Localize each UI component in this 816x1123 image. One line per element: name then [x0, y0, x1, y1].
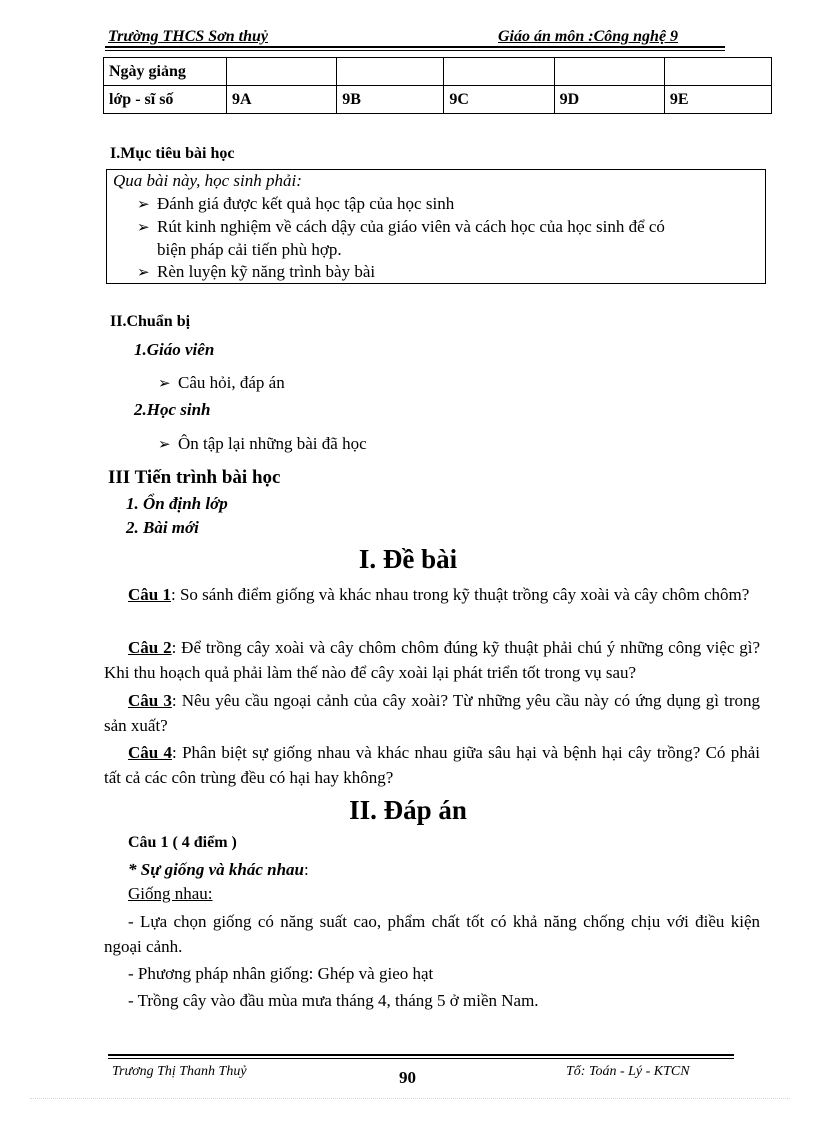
class-cell: 9D [554, 86, 664, 114]
list-item [137, 262, 375, 282]
question-3 [104, 688, 760, 738]
question-label: Câu 4 [128, 743, 173, 762]
date-cell [554, 58, 664, 86]
section2-title: II.Chuẩn bị [110, 313, 191, 330]
question-text: : Phân biệt sự giống nhau và khác nhau giữa sâu hại và bệnh hại cây trồng? Có phải tất cả các côn trùng đều có hại hay không? [104, 743, 760, 787]
answer-title: II. Đáp án [349, 795, 467, 825]
page-number: 90 [399, 1068, 416, 1087]
header-rule [105, 46, 725, 51]
table-row [104, 58, 772, 86]
question-text: : Để trồng cây xoài và cây chôm chôm đúng kỹ thuật phải chú ý những công việc gì? Khi thu hoạch quả phải làm thế nào để cây xoài lại phát triển tốt trong vụ sau? [104, 638, 760, 682]
similarities-label: Giống nhau: [128, 884, 213, 903]
class-cell: 9B [337, 86, 444, 114]
date-cell [444, 58, 554, 86]
exam-title: I. Đề bài [358, 544, 458, 574]
header-right: Giáo án môn :Công nghệ 9 [498, 28, 679, 45]
answer-1-sub-text: * Sự giống và khác nhau [128, 860, 304, 879]
list-item-text: Ôn tập lại những bài đã học [178, 434, 367, 453]
answer-item: - Lựa chọn giống có năng suất cao, phẩm chất tốt có khả năng chống chịu với điều kiện ngoại cảnh. [104, 912, 760, 956]
section3-sub2: 2. Bài mới [126, 518, 199, 537]
date-cell [664, 58, 771, 86]
footer-author: Trương Thị Thanh Thuỷ [112, 1064, 247, 1079]
answer-1-sub [128, 860, 309, 880]
section2-sub2: 2.Học sinh [134, 400, 211, 419]
answer-1-heading: Câu 1 ( 4 điểm ) [128, 834, 237, 851]
page-bottom-dots [30, 1098, 790, 1099]
section3-sub1: 1. Ổn định lớp [126, 494, 228, 513]
question-text: : Nêu yêu cầu ngoại cảnh của cây xoài? Từ những yêu cầu này có ứng dụng gì trong sản xuất? [104, 691, 760, 735]
answer-item: - Phương pháp nhân giống: Ghép và gieo hạt [128, 964, 434, 983]
class-cell: 9A [227, 86, 337, 114]
question-2 [104, 635, 760, 685]
list-item [137, 217, 665, 237]
date-cell [337, 58, 444, 86]
list-item [137, 194, 454, 214]
answer-1-sub-colon: : [303, 860, 309, 879]
objectives-box [106, 169, 766, 284]
question-text: : So sánh điểm giống và khác nhau trong kỹ thuật trồng cây xoài và cây chôm chôm? [170, 585, 750, 604]
list-item [158, 373, 285, 393]
answer-item: - Trồng cây vào đầu mùa mưa tháng 4, tháng 5 ở miền Nam. [128, 991, 539, 1010]
question-label: Câu 3 [128, 691, 172, 710]
arrow-bullet-icon: ➢ [158, 437, 171, 453]
date-cell [227, 58, 337, 86]
class-cell: 9C [444, 86, 554, 114]
question-label: Câu 1 [128, 585, 171, 604]
arrow-bullet-icon: ➢ [137, 220, 150, 236]
list-item-text: Rèn luyện kỹ năng trình bày bài [157, 262, 376, 281]
class-label: lớp - sĩ số [104, 86, 227, 114]
table-row [104, 86, 772, 114]
arrow-bullet-icon: ➢ [158, 376, 171, 392]
question-1 [104, 582, 760, 607]
list-item-text: Rút kinh nghiệm về cách dậy của giáo viên và cách học của học sinh để có [157, 217, 665, 236]
header-left: Trường THCS Sơn thuỷ [108, 28, 268, 45]
footer-department: Tổ: Toán - Lý - KTCN [566, 1064, 690, 1079]
attendance-table [103, 57, 772, 114]
list-item-text: Đánh giá được kết quả học tập của học sinh [157, 194, 455, 213]
list-item [158, 434, 367, 454]
section1-title: I.Mục tiêu bài học [110, 145, 235, 162]
list-item-text: Câu hỏi, đáp án [178, 373, 285, 392]
question-label: Câu 2 [128, 638, 172, 657]
arrow-bullet-icon: ➢ [137, 197, 150, 213]
date-label: Ngày giảng [104, 58, 227, 86]
section3-title: III Tiến trình bài học [108, 467, 281, 488]
arrow-bullet-icon: ➢ [137, 265, 150, 281]
list-item-continued: biện pháp cải tiến phù hợp. [157, 240, 342, 259]
section2-sub1: 1.Giáo viên [134, 340, 215, 359]
class-cell: 9E [664, 86, 771, 114]
footer-rule [108, 1054, 734, 1059]
question-4 [104, 740, 760, 790]
objectives-intro: Qua bài này, học sinh phải: [113, 171, 302, 190]
